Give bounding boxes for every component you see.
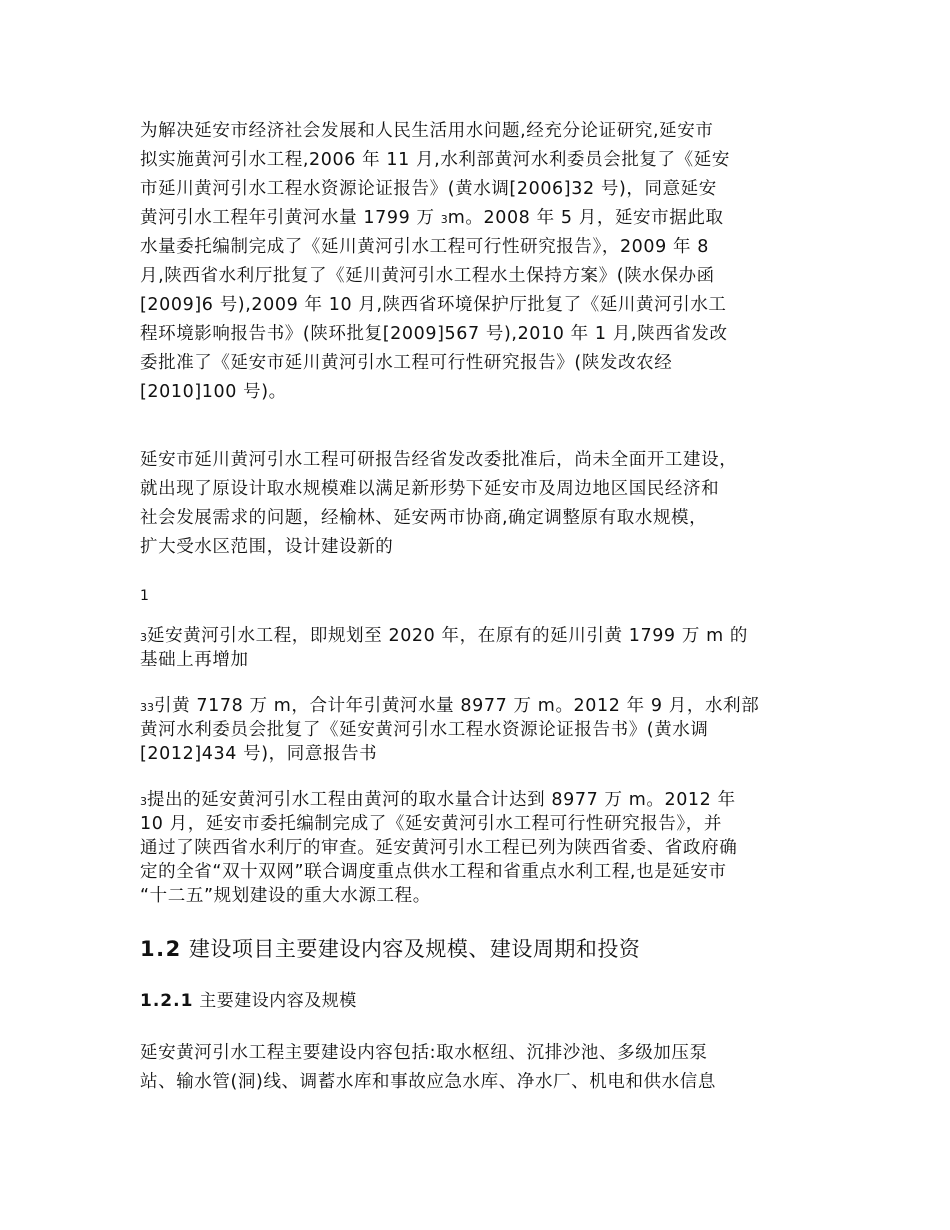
text-line: 定的全省“双十双网”联合调度重点供水工程和省重点水利工程,也是延安市 xyxy=(140,862,727,882)
text-line: [2012]434 号)，同意报告书 xyxy=(140,744,378,764)
text-line: 基础上再增加 xyxy=(140,650,249,670)
text-line: [2010]100 号)。 xyxy=(140,382,287,402)
paragraph-feasibility-study xyxy=(140,788,840,908)
paragraph-new-project xyxy=(140,624,840,672)
text-line: “十二五”规划建设的重大水源工程。 xyxy=(140,886,431,906)
text-line: 延安黄河引水工程主要建设内容包括:取水枢纽、沉排沙池、多级加压泵 xyxy=(140,1043,708,1063)
text-segment: m。2008 年 5 月，延安市据此取 xyxy=(447,208,724,228)
text-line: 扩大受水区范围，设计建设新的 xyxy=(140,537,394,557)
text-segment: 延安黄河引水工程，即规划至 2020 年，在原有的延川引黄 1799 万 m 的 xyxy=(147,626,748,646)
text-line: 站、输水管(洞)线、调蓄水库和事故应急水库、净水厂、机电和供水信息 xyxy=(140,1072,716,1092)
text-line: 市延川黄河引水工程水资源论证报告》(黄水调[2006]32 号)，同意延安 xyxy=(140,179,717,199)
text-line: 就出现了原设计取水规模难以满足新形势下延安市及周边地区国民经济和 xyxy=(140,479,720,499)
superscript-marker: 3 xyxy=(140,795,147,808)
text-line: 通过了陕西省水利厅的审查。延安黄河引水工程已列为陕西省委、省政府确 xyxy=(140,838,738,858)
superscript-marker: 3 xyxy=(440,213,448,226)
paragraph-project-background xyxy=(140,117,840,407)
text-segment: 黄河引水工程年引黄河水量 1799 万 xyxy=(140,208,441,228)
text-line: 拟实施黄河引水工程,2006 年 11 月,水利部黄河水利委员会批复了《延安 xyxy=(140,150,730,170)
subsection-heading xyxy=(140,987,357,1015)
superscript-marker: 3 xyxy=(140,631,147,644)
section-heading xyxy=(140,933,640,965)
paragraph-construction-content xyxy=(140,1039,840,1097)
text-line xyxy=(140,694,840,718)
text-line: 延安市延川黄河引水工程可研报告经省发改委批准后，尚未全面开工建设， xyxy=(140,450,738,470)
text-line xyxy=(140,204,840,233)
text-segment: 引黄 7178 万 m，合计年引黄河水量 8977 万 m。2012 年 9 月，水利部 xyxy=(154,696,760,716)
subsection-number: 1.2.1 xyxy=(140,991,194,1011)
text-line xyxy=(140,788,840,812)
text-line: 社会发展需求的问题，经榆林、延安两市协商,确定调整原有取水规模， xyxy=(140,508,708,528)
text-line xyxy=(140,624,840,648)
text-line: 水量委托编制完成了《延川黄河引水工程可行性研究报告》，2009 年 8 xyxy=(140,237,710,257)
text-line: 黄河水利委员会批复了《延安黄河引水工程水资源论证报告书》(黄水调 xyxy=(140,720,709,740)
text-segment: 提出的延安黄河引水工程由黄河的取水量合计达到 8977 万 m。2012 年 xyxy=(147,790,736,810)
section-title: 建设项目主要建设内容及规模、建设周期和投资 xyxy=(181,937,641,961)
paragraph-scale-adjustment xyxy=(140,446,840,562)
text-line: 为解决延安市经济社会发展和人民生活用水问题,经充分论证研究,延安市 xyxy=(140,121,714,141)
text-line: 月,陕西省水利厅批复了《延川黄河引水工程水土保持方案》(陕水保办函 xyxy=(140,266,715,286)
text-line: 委批准了《延安市延川黄河引水工程可行性研究报告》(陕发改农经 xyxy=(140,353,673,373)
superscript-marker: 33 xyxy=(140,701,154,714)
section-number: 1.2 xyxy=(140,937,182,961)
subsection-title: 主要建设内容及规模 xyxy=(193,991,357,1011)
page-number: 1 xyxy=(140,588,149,604)
paragraph-water-volume xyxy=(140,694,840,766)
text-line: [2009]6 号),2009 年 10 月,陕西省环境保护厅批复了《延川黄河引水工 xyxy=(140,295,727,315)
text-line: 程环境影响报告书》(陕环批复[2009]567 号),2010 年 1 月,陕西省发改 xyxy=(140,324,728,344)
text-line: 10 月，延安市委托编制完成了《延安黄河引水工程可行性研究报告》，并 xyxy=(140,814,722,834)
